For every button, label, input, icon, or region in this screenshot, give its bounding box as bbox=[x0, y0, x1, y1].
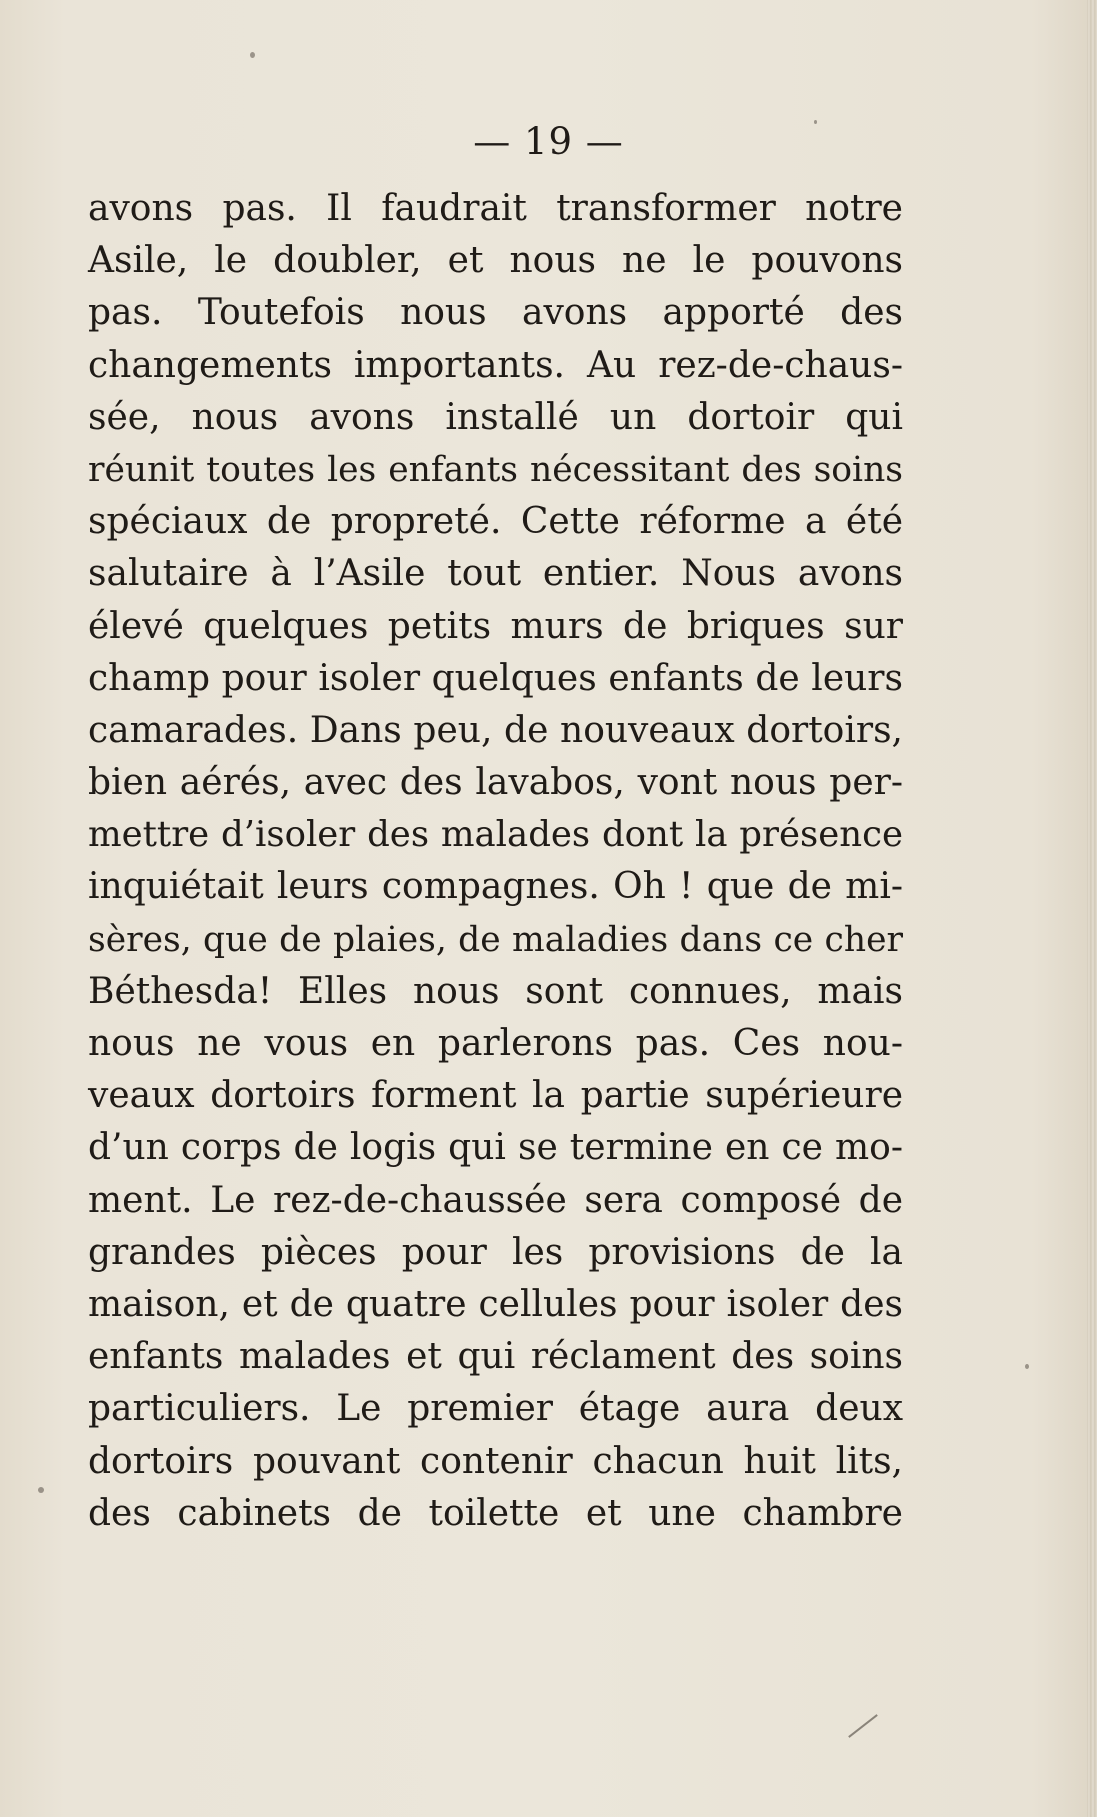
text-line: camarades. Dans peu, de nouveaux dortoirs, bbox=[88, 709, 903, 751]
text-line: bien aérés, avec des lavabos, vont nous per- bbox=[88, 762, 903, 804]
text-line: particuliers. Le premier étage aura deux bbox=[88, 1388, 903, 1430]
text-line: grandes pièces pour les provisions de la bbox=[88, 1231, 903, 1273]
paper-speck bbox=[814, 120, 817, 124]
body-text bbox=[88, 183, 903, 1540]
text-line: inquiétait leurs compagnes. Oh ! que de mi- bbox=[88, 866, 903, 908]
text-line: enfants malades et qui réclament des soins bbox=[88, 1336, 903, 1378]
text-line: Béthesda! Elles nous sont connues, mais bbox=[88, 970, 903, 1012]
paper-speck bbox=[1025, 1364, 1029, 1369]
text-line: champ pour isoler quelques enfants de leurs bbox=[88, 657, 903, 699]
text-line: sée, nous avons installé un dortoir qui bbox=[88, 396, 903, 438]
text-line: pas. Toutefois nous avons apporté des bbox=[88, 292, 903, 334]
paper-speck bbox=[38, 1487, 44, 1493]
text-line: nous ne vous en parlerons pas. Ces nou- bbox=[88, 1023, 903, 1064]
page-edge bbox=[1087, 0, 1097, 1817]
text-line: changements importants. Au rez-de-chaus- bbox=[88, 344, 903, 386]
text-line: ment. Le rez-de-chaussée sera composé de bbox=[88, 1179, 903, 1221]
text-line: dortoirs pouvant contenir chacun huit lits, bbox=[88, 1440, 903, 1482]
text-line: veaux dortoirs forment la partie supérieure bbox=[88, 1075, 903, 1117]
text-line: élevé quelques petits murs de briques sur bbox=[88, 605, 903, 647]
text-line: spéciaux de propreté. Cette réforme a été bbox=[88, 501, 903, 543]
text-line: mettre d’isoler des malades dont la présence bbox=[88, 814, 903, 856]
text-line: réunit toutes les enfants nécessitant des soins bbox=[88, 449, 903, 490]
text-line: des cabinets de toilette et une chambre bbox=[88, 1492, 903, 1534]
text-line: sères, que de plaies, de maladies dans ce cher bbox=[88, 919, 903, 960]
text-line: maison, et de quatre cellules pour isoler des bbox=[88, 1283, 903, 1325]
text-line: Asile, le doubler, et nous ne le pouvons bbox=[88, 240, 903, 282]
page-number: — 19 — bbox=[473, 120, 624, 163]
paper-speck bbox=[250, 52, 255, 58]
text-line: salutaire à l’Asile tout entier. Nous avons bbox=[88, 553, 903, 595]
text-line: d’un corps de logis qui se termine en ce mo- bbox=[88, 1127, 903, 1169]
text-line: avons pas. Il faudrait transformer notre bbox=[88, 188, 903, 229]
pencil-mark bbox=[848, 1714, 878, 1738]
